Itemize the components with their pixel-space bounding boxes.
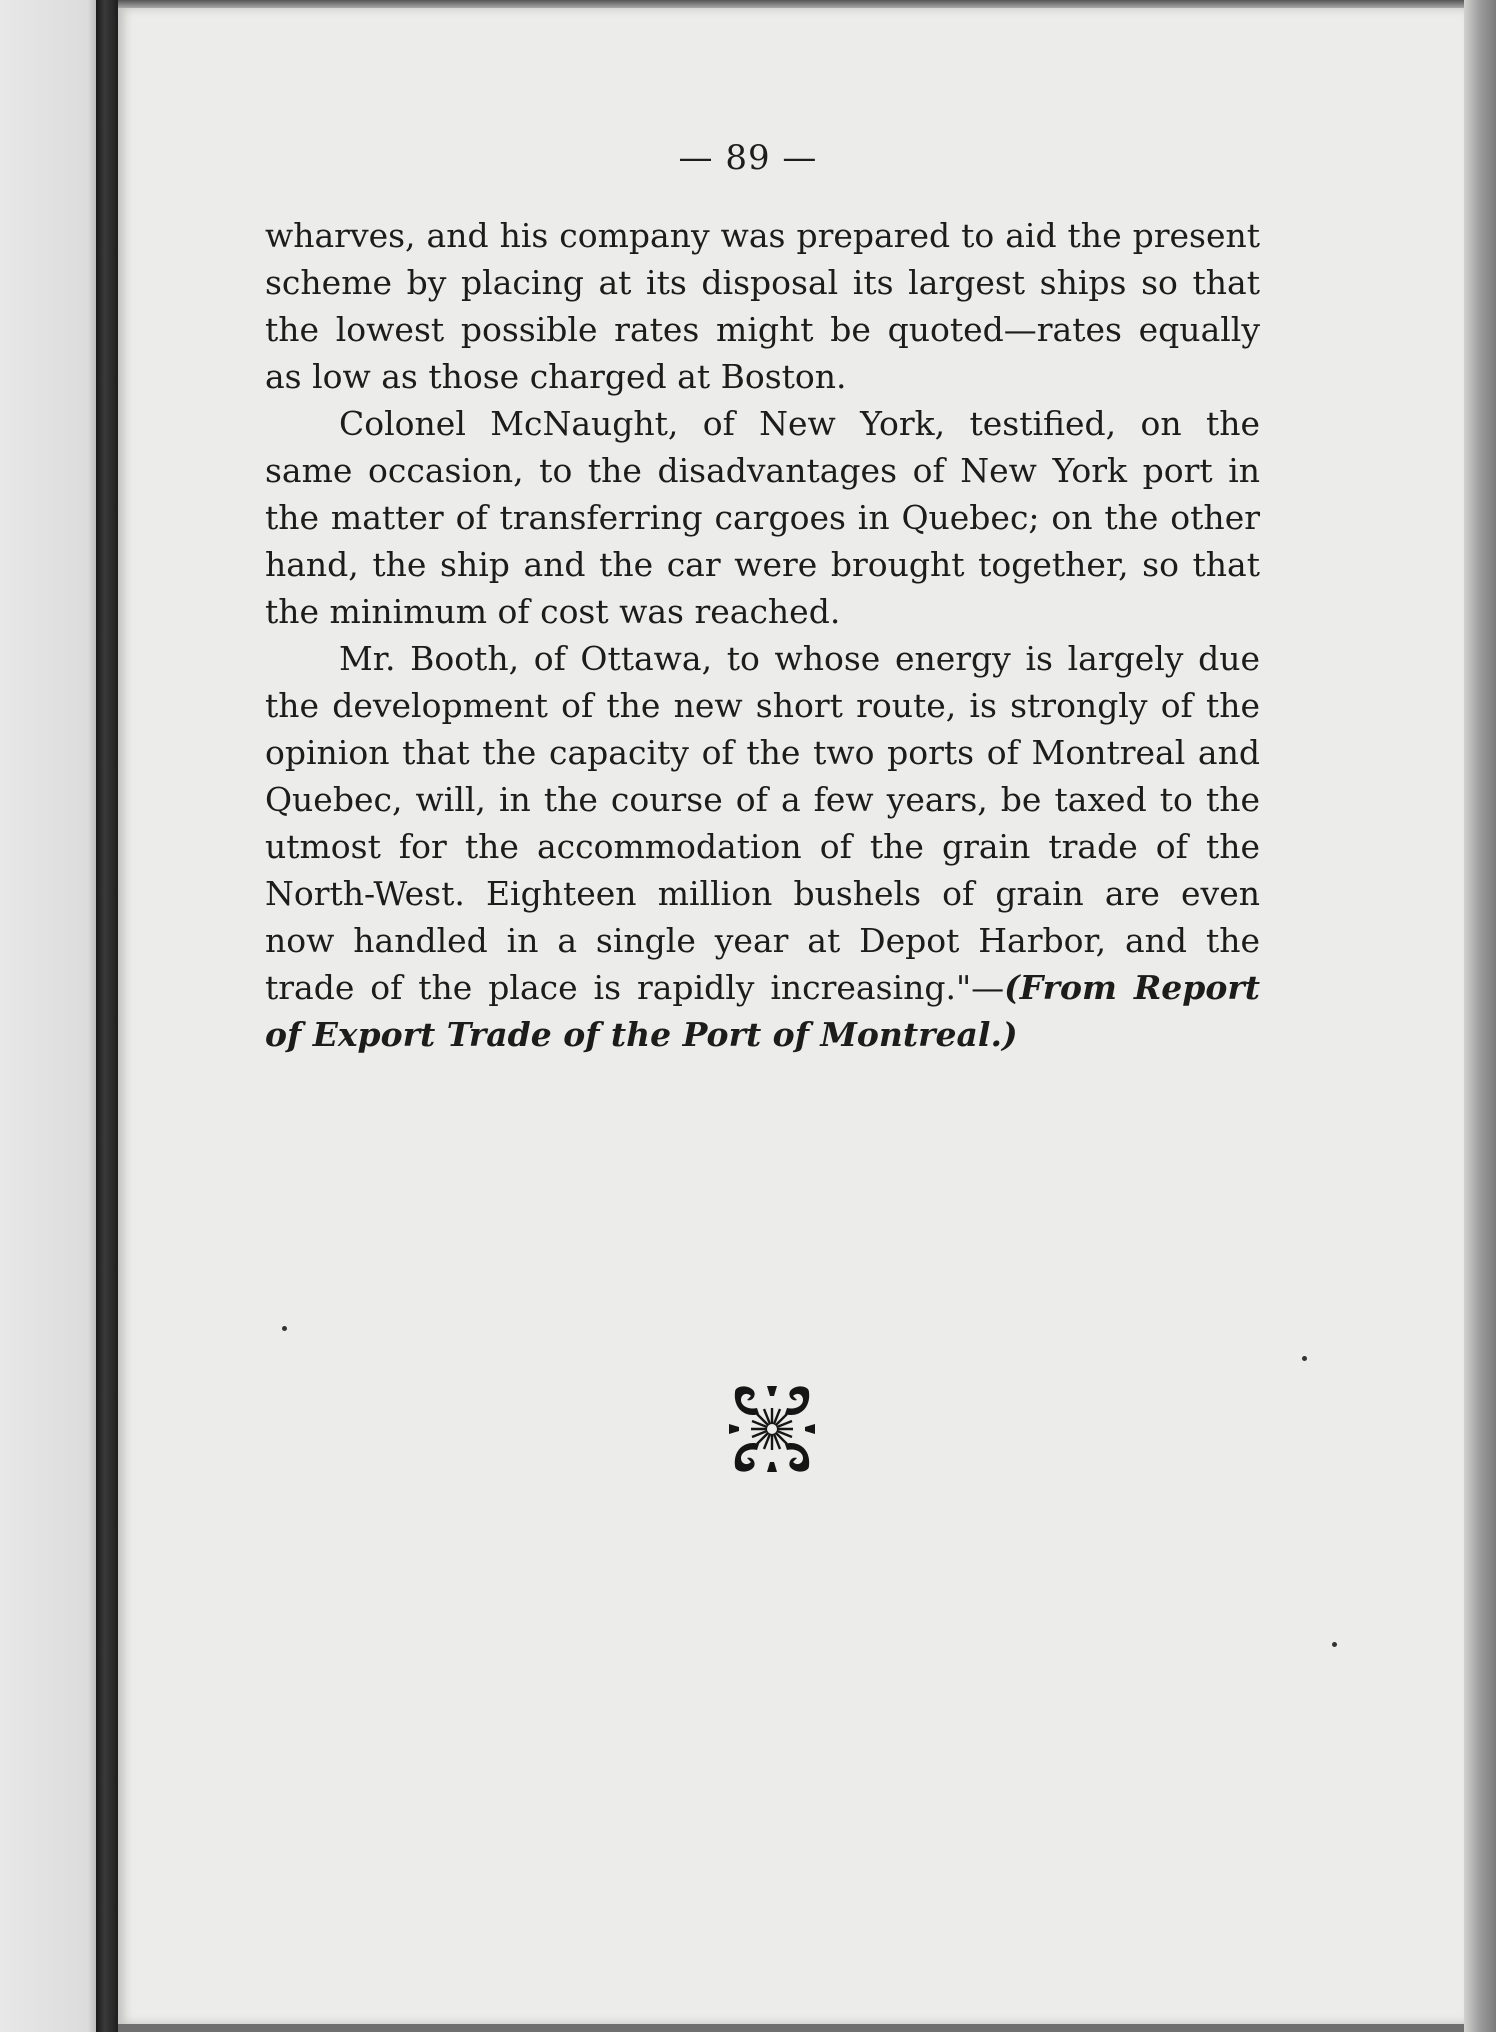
ornament-swirl-top-left (735, 1386, 759, 1415)
paragraph-2: Colonel McNaught, of New York, testified, on the same occasion, to the disadvantages of New York port in the matter of transferring cargoes in Quebec; on the other hand, the ship and the car were brought together, so that the minimum of cost was reached. (265, 404, 1260, 631)
paragraph-1: wharves, and his company was prepared to aid the present scheme by placing at its disposal its largest ships so that the lowest possible rates might be quoted—rates equally as low as those charged at Boston. (265, 216, 1260, 396)
page-number: — 89 — (678, 138, 818, 178)
paper-speck (282, 1326, 287, 1331)
body-text (265, 212, 1260, 1058)
ornament-top-leaf (767, 1386, 777, 1396)
citation: (From Report of Export Trade of the Port of Montreal.) (265, 968, 1260, 1054)
paragraph-3 (265, 635, 1260, 1058)
ornament-bottom-leaf (767, 1462, 777, 1472)
ornament-swirl-bottom-left (735, 1443, 759, 1472)
ornament-left-leaf (729, 1424, 739, 1434)
book-spine (96, 0, 118, 2032)
page-fore-edge (1464, 0, 1496, 2032)
ornament-swirl-bottom-right (785, 1443, 809, 1472)
ornament-swirl-top-right (785, 1386, 809, 1415)
paragraph-3-text: Mr. Booth, of Ottawa, to whose energy is largely due the development of the new short route, is strongly of the opinion that the capacity of the two ports of Montreal and Quebec, will, in the course of a few years, be taxed to the utmost for the accommodation of the grain trade of the North-West. Eighteen million bushels of grain are even now handled in a single year at Depot Harbor, and the trade of the place is rapidly increasing."— (265, 639, 1260, 1007)
paper-speck (1302, 1356, 1307, 1361)
floral-ornament-icon (727, 1384, 817, 1474)
ornament-right-leaf (805, 1424, 815, 1434)
paper-speck (1332, 1642, 1337, 1647)
adjacent-page-edge (0, 0, 96, 2032)
